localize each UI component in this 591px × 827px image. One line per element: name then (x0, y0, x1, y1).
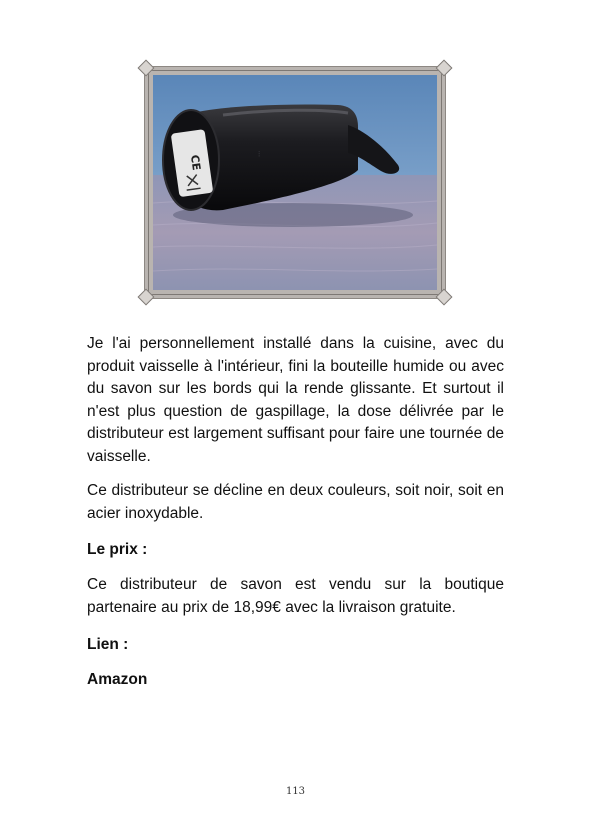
body-paragraph-price: Ce distributeur de savon est vendu sur la boutique partenaire au prix de 18,99€ avec la livraison gratuite. (87, 576, 504, 616)
section-heading-link: Lien : (87, 636, 129, 653)
soap-dispenser-photo (153, 75, 437, 290)
svg-text:CE: CE (187, 154, 203, 172)
product-photo-frame (145, 67, 445, 298)
frame-corner-ornament (138, 289, 155, 306)
amazon-link[interactable]: Amazon (87, 671, 148, 688)
brand-logo-mark: ⋯ (256, 151, 263, 157)
frame-corner-ornament (436, 289, 453, 306)
body-paragraph-colors: Ce distributeur se décline en deux couleurs, soit noir, soit en acier inoxydable. (87, 482, 504, 522)
section-heading-price: Le prix : (87, 541, 148, 558)
frame-corner-ornament (436, 60, 453, 77)
page-number: 113 (285, 786, 306, 797)
frame-corner-ornament (138, 60, 155, 77)
body-paragraph-installation: Je l'ai personnellement installé dans la cuisine, avec du produit vaisselle à l'intérieur, fini la bouteille humide ou avec du savon sur les bords qui la rende glissante. Et surtout il n'est plus question de gaspillage, la dose délivrée par le distributeur est largement suffisant pour faire une tournée de vaisselle. (87, 335, 504, 465)
